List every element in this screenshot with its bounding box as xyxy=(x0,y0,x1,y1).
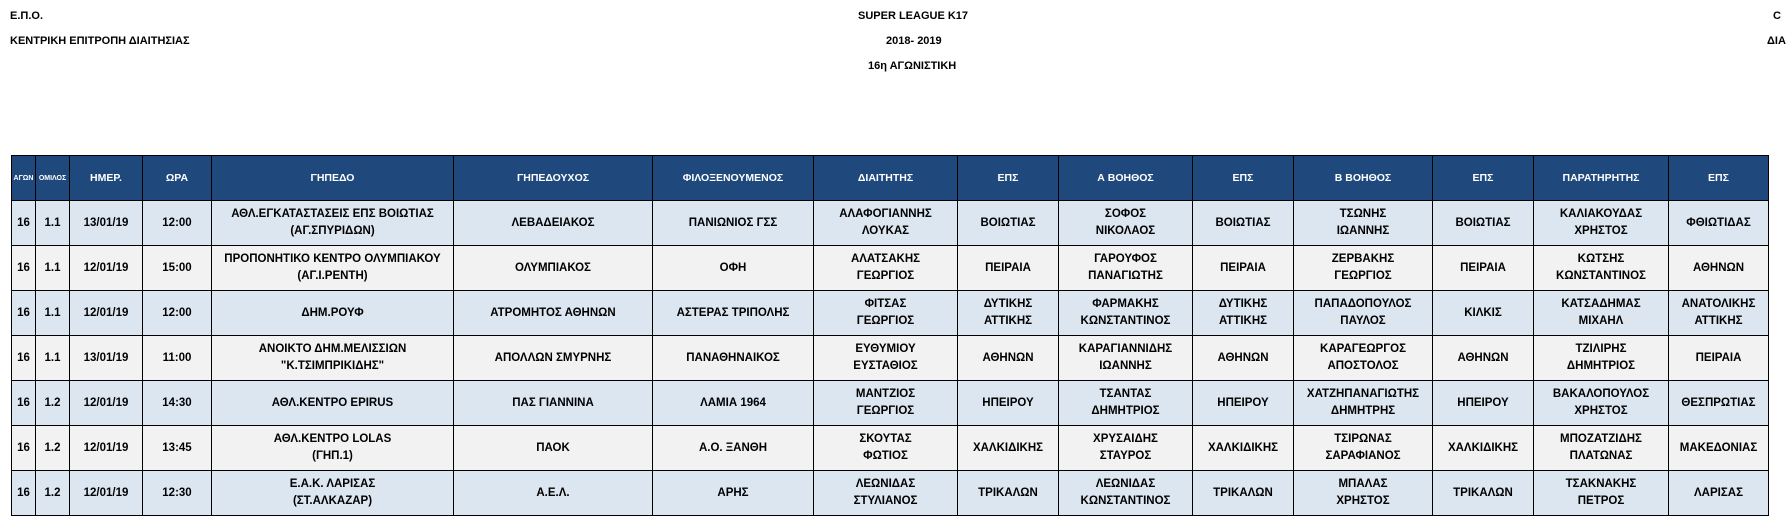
cell-assistant-a-line: ΦΑΡΜΑΚΗΣ xyxy=(1092,298,1159,310)
table-row xyxy=(12,246,1769,291)
cell-observer-line: ΜΠΟΖΑΤΖΙΔΗΣ xyxy=(1560,433,1642,445)
cell-referee-eps-line: ΧΑΛΚΙΔΙΚΗΣ xyxy=(972,441,1044,454)
cell-time: 12:00 xyxy=(143,291,212,336)
cell-venue-line: (ΣΤ.ΑΛΚΑΖΑΡ) xyxy=(292,495,373,507)
cell-assistant-b-line: ΓΕΩΡΓΙΟΣ xyxy=(1334,270,1392,282)
cell-date: 13/01/19 xyxy=(70,336,143,381)
cell-assistant-a-line: ΔΗΜΗΤΡΙΟΣ xyxy=(1091,405,1160,417)
cell-assistant-b-line: ΧΑΤΖΗΠΑΝΑΓΙΩΤΗΣ xyxy=(1306,388,1420,400)
cell-away-team: ΑΣΤΕΡΑΣ ΤΡΙΠΟΛΗΣ xyxy=(653,291,814,336)
cell-referee-eps xyxy=(958,336,1059,381)
col-header-round: ΑΓΩΝ xyxy=(12,156,36,201)
cell-observer xyxy=(1534,381,1669,426)
cell-assistant-a-eps xyxy=(1193,201,1294,246)
league-title: SUPER LEAGUE K17 xyxy=(858,10,969,22)
cell-referee xyxy=(814,336,958,381)
cell-venue xyxy=(212,381,454,426)
cell-observer-eps xyxy=(1669,381,1769,426)
cell-referee-line: ΣΤΥΛΙΑΝΟΣ xyxy=(853,495,918,507)
cell-observer xyxy=(1534,246,1669,291)
cell-assistant-b xyxy=(1294,336,1433,381)
cell-assistant-a-eps-line: ΤΡΙΚΑΛΩΝ xyxy=(1213,486,1273,499)
cell-observer-eps xyxy=(1669,471,1769,516)
cell-venue-line: ΔΗΜ.ΡΟΥΦ xyxy=(301,306,364,319)
cell-assistant-a-eps-line: ΧΑΛΚΙΔΙΚΗΣ xyxy=(1207,441,1279,454)
cell-referee xyxy=(814,426,958,471)
cell-referee-line: ΕΥΣΤΑΘΙΟΣ xyxy=(853,360,918,372)
cell-observer-eps-line: ΑΤΤΙΚΗΣ xyxy=(1694,315,1743,327)
cell-observer-eps xyxy=(1669,336,1769,381)
cell-group: 1.1 xyxy=(36,246,70,291)
cell-assistant-b xyxy=(1294,246,1433,291)
cell-referee-eps xyxy=(958,471,1059,516)
cell-observer-line: ΠΛΑΤΩΝΑΣ xyxy=(1569,450,1633,462)
cell-observer-eps-line: ΑΝΑΤΟΛΙΚΗΣ xyxy=(1681,298,1756,310)
cell-referee-line: ΓΕΩΡΓΙΟΣ xyxy=(856,315,915,327)
cell-away-team: ΛΑΜΙΑ 1964 xyxy=(653,381,814,426)
table-header-row xyxy=(12,156,1769,201)
cell-assistant-b-eps xyxy=(1433,246,1534,291)
cell-date: 12/01/19 xyxy=(70,471,143,516)
cell-venue xyxy=(212,201,454,246)
col-header-assistant-a: Α ΒΟΗΘΟΣ xyxy=(1059,156,1193,201)
cell-observer-line: ΧΡΗΣΤΟΣ xyxy=(1574,405,1628,417)
cell-observer-line: ΔΗΜΗΤΡΙΟΣ xyxy=(1566,360,1636,372)
cell-venue-line: (ΓΗΠ.1) xyxy=(312,450,353,462)
cell-assistant-a-line: ΧΡΥΣΑΙΔΗΣ xyxy=(1093,433,1158,445)
cell-assistant-b-eps-line: ΗΠΕΙΡΟΥ xyxy=(1457,396,1509,409)
cell-observer-line: ΚΩΤΣΗΣ xyxy=(1577,253,1625,265)
cell-venue-line: (ΑΓ.ΣΠΥΡΙΔΩΝ) xyxy=(290,225,375,237)
cell-referee-eps xyxy=(958,246,1059,291)
round-label: 16η ΑΓΩΝΙΣΤΙΚΗ xyxy=(868,60,957,72)
cell-assistant-b-line: ΤΣΙΡΩΝΑΣ xyxy=(1334,433,1392,445)
cell-assistant-b xyxy=(1294,381,1433,426)
cell-venue-line: (ΑΓ.Ι.ΡΕΝΤΗ) xyxy=(297,270,368,282)
cell-assistant-b-line: ΠΑΥΛΟΣ xyxy=(1340,315,1386,327)
cell-referee-line: ΜΑΝΤΖΙΟΣ xyxy=(855,388,916,400)
cell-observer-eps-line: ΜΑΚΕΔΟΝΙΑΣ xyxy=(1679,441,1758,454)
cell-observer xyxy=(1534,291,1669,336)
cell-assistant-b-eps xyxy=(1433,471,1534,516)
cell-assistant-a-eps-line: ΑΤΤΙΚΗΣ xyxy=(1218,315,1268,327)
cell-observer-line: ΧΡΗΣΤΟΣ xyxy=(1574,225,1628,237)
cell-referee-line: ΦΙΤΣΑΣ xyxy=(864,298,907,310)
col-header-group: ΟΜΙΛΟΣ xyxy=(36,156,70,201)
cell-assistant-a-line: ΙΩΑΝΝΗΣ xyxy=(1099,360,1152,372)
cell-assistant-a-eps xyxy=(1193,381,1294,426)
cell-observer-line: ΒΑΚΑΛΟΠΟΥΛΟΣ xyxy=(1552,388,1650,400)
clipped-header-text: ΔΙΑ xyxy=(1767,35,1786,47)
cell-assistant-b-eps-line: ΑΘΗΝΩΝ xyxy=(1457,351,1509,364)
cell-assistant-a xyxy=(1059,381,1193,426)
cell-time: 13:45 xyxy=(143,426,212,471)
cell-referee xyxy=(814,471,958,516)
cell-observer xyxy=(1534,426,1669,471)
table-row xyxy=(12,336,1769,381)
cell-assistant-a-line: ΚΩΝΣΤΑΝΤΙΝΟΣ xyxy=(1080,315,1171,327)
cell-referee-eps xyxy=(958,201,1059,246)
cell-round: 16 xyxy=(12,246,36,291)
table-row xyxy=(12,471,1769,516)
cell-away-team: ΟΦΗ xyxy=(653,246,814,291)
col-header-venue: ΓΗΠΕΔΟ xyxy=(212,156,454,201)
cell-assistant-a xyxy=(1059,336,1193,381)
cell-venue-line: "Κ.ΤΣΙΜΠΡΙΚΙΔΗΣ" xyxy=(280,360,385,372)
cell-home-team: ΛΕΒΑΔΕΙΑΚΟΣ xyxy=(454,201,653,246)
cell-venue-line: Ε.Α.Κ. ΛΑΡΙΣΑΣ xyxy=(289,478,376,490)
cell-assistant-b-line: ΜΠΑΛΑΣ xyxy=(1338,478,1388,490)
cell-round: 16 xyxy=(12,381,36,426)
cell-assistant-a-line: ΠΑΝΑΓΙΩΤΗΣ xyxy=(1088,270,1163,282)
cell-assistant-a-eps-line: ΠΕΙΡΑΙΑ xyxy=(1220,261,1266,274)
cell-referee-line: ΦΩΤΙΟΣ xyxy=(863,450,908,462)
committee-name: ΚΕΝΤΡΙΚΗ ΕΠΙΤΡΟΠΗ ΔΙΑΙΤΗΣΙΑΣ xyxy=(10,35,190,47)
cell-assistant-a xyxy=(1059,426,1193,471)
cell-referee xyxy=(814,381,958,426)
col-header-referee: ΔΙΑΙΤΗΤΗΣ xyxy=(814,156,958,201)
cell-referee xyxy=(814,246,958,291)
cell-referee-eps-line: ΑΤΤΙΚΗΣ xyxy=(983,315,1033,327)
cell-time: 12:00 xyxy=(143,201,212,246)
col-header-referee-eps: ΕΠΣ xyxy=(958,156,1059,201)
org-name: Ε.Π.Ο. xyxy=(10,10,44,22)
cell-group: 1.2 xyxy=(36,381,70,426)
cell-referee xyxy=(814,291,958,336)
col-header-assistant-b-eps: ΕΠΣ xyxy=(1433,156,1534,201)
cell-time: 15:00 xyxy=(143,246,212,291)
cell-referee-line: ΑΛΑΤΣΑΚΗΣ xyxy=(850,253,921,265)
cell-time: 11:00 xyxy=(143,336,212,381)
cell-home-team: ΑΤΡΟΜΗΤΟΣ ΑΘΗΝΩΝ xyxy=(454,291,653,336)
cell-assistant-b-eps-line: ΒΟΙΩΤΙΑΣ xyxy=(1455,216,1511,229)
cell-observer-eps-line: ΛΑΡΙΣΑΣ xyxy=(1694,486,1743,499)
col-header-observer-eps: ΕΠΣ xyxy=(1669,156,1769,201)
cell-away-team: ΠΑΝΙΩΝΙΟΣ ΓΣΣ xyxy=(653,201,814,246)
cell-date: 12/01/19 xyxy=(70,381,143,426)
cell-observer xyxy=(1534,336,1669,381)
cell-assistant-a-line: ΣΟΦΟΣ xyxy=(1104,208,1147,220)
cell-assistant-a xyxy=(1059,201,1193,246)
cell-referee-line: ΣΚΟΥΤΑΣ xyxy=(859,433,912,445)
cell-assistant-b-line: ΠΑΠΑΔΟΠΟΥΛΟΣ xyxy=(1314,298,1412,310)
cell-referee-eps-line: ΒΟΙΩΤΙΑΣ xyxy=(980,216,1036,229)
cell-referee-eps-line: ΗΠΕΙΡΟΥ xyxy=(982,396,1034,409)
cell-referee-line: ΓΕΩΡΓΙΟΣ xyxy=(856,405,915,417)
cell-assistant-a-eps xyxy=(1193,336,1294,381)
cell-assistant-a-eps-line: ΒΟΙΩΤΙΑΣ xyxy=(1215,216,1271,229)
cell-assistant-b xyxy=(1294,471,1433,516)
cell-date: 12/01/19 xyxy=(70,246,143,291)
cell-round: 16 xyxy=(12,426,36,471)
col-header-assistant-b: Β ΒΟΗΘΟΣ xyxy=(1294,156,1433,201)
cell-venue xyxy=(212,291,454,336)
cell-referee-line: ΛΟΥΚΑΣ xyxy=(861,225,910,237)
cell-away-team: Α.Ο. ΞΑΝΘΗ xyxy=(653,426,814,471)
cell-assistant-b-eps-line: ΚΙΛΚΙΣ xyxy=(1464,306,1502,319)
cell-referee-eps xyxy=(958,426,1059,471)
table-row xyxy=(12,291,1769,336)
cell-observer-eps-line: ΠΕΙΡΑΙΑ xyxy=(1695,351,1742,364)
cell-observer-eps-line: ΑΘΗΝΩΝ xyxy=(1692,261,1745,274)
cell-venue xyxy=(212,471,454,516)
cell-assistant-a-line: ΚΩΝΣΤΑΝΤΙΝΟΣ xyxy=(1080,495,1171,507)
cell-date: 12/01/19 xyxy=(70,291,143,336)
cell-assistant-b xyxy=(1294,201,1433,246)
cell-venue-line: ΑΘΛ.ΕΓΚΑΤΑΣΤΑΣΕΙΣ ΕΠΣ ΒΟΙΩΤΙΑΣ xyxy=(231,208,434,220)
table-row xyxy=(12,201,1769,246)
cell-group: 1.2 xyxy=(36,426,70,471)
cell-home-team: ΟΛΥΜΠΙΑΚΟΣ xyxy=(454,246,653,291)
cell-assistant-b-eps-line: ΤΡΙΚΑΛΩΝ xyxy=(1453,486,1513,499)
cell-assistant-a-line: ΚΑΡΑΓΙΑΝΝΙΔΗΣ xyxy=(1078,343,1173,355)
cell-observer xyxy=(1534,471,1669,516)
cell-time: 12:30 xyxy=(143,471,212,516)
cell-assistant-b-line: ΔΗΜΗΤΡΗΣ xyxy=(1330,405,1396,417)
cell-referee-eps xyxy=(958,381,1059,426)
cell-referee-eps xyxy=(958,291,1059,336)
cell-observer-line: ΤΖΙΛΙΡΗΣ xyxy=(1575,343,1627,355)
cell-assistant-a-eps-line: ΔΥΤΙΚΗΣ xyxy=(1218,298,1268,310)
cell-date: 12/01/19 xyxy=(70,426,143,471)
season-label: 2018- 2019 xyxy=(886,35,942,47)
cell-home-team: Α.Ε.Λ. xyxy=(454,471,653,516)
cell-away-team: ΑΡΗΣ xyxy=(653,471,814,516)
table-row xyxy=(12,426,1769,471)
cell-venue xyxy=(212,426,454,471)
cell-assistant-a-eps xyxy=(1193,291,1294,336)
cell-observer-eps xyxy=(1669,246,1769,291)
cell-assistant-b-eps xyxy=(1433,336,1534,381)
cell-referee-eps-line: ΤΡΙΚΑΛΩΝ xyxy=(978,486,1038,499)
cell-venue xyxy=(212,246,454,291)
cell-assistant-b-eps-line: ΧΑΛΚΙΔΙΚΗΣ xyxy=(1447,441,1519,454)
schedule-table xyxy=(11,155,1769,516)
cell-home-team: ΠΑΣ ΓΙΑΝΝΙΝΑ xyxy=(454,381,653,426)
cell-assistant-b-line: ΙΩΑΝΝΗΣ xyxy=(1336,225,1390,237)
cell-assistant-a-line: ΓΑΡΟΥΦΟΣ xyxy=(1094,253,1157,265)
cell-venue xyxy=(212,336,454,381)
cell-assistant-a-eps xyxy=(1193,246,1294,291)
cell-observer-line: ΤΣΑΚΝΑΚΗΣ xyxy=(1565,478,1637,490)
cell-assistant-a xyxy=(1059,246,1193,291)
cell-observer-line: ΚΑΛΙΑΚΟΥΔΑΣ xyxy=(1559,208,1643,220)
cell-observer-eps-line: ΘΕΣΠΡΩΤΙΑΣ xyxy=(1681,396,1756,409)
cell-assistant-a-line: ΝΙΚΟΛΑΟΣ xyxy=(1095,225,1156,237)
cell-referee-eps-line: ΠΕΙΡΑΙΑ xyxy=(985,261,1031,274)
cell-observer-line: ΜΙΧΑΗΛ xyxy=(1578,315,1624,327)
cell-referee-line: ΑΛΑΦΟΓΙΑΝΝΗΣ xyxy=(839,208,932,220)
cell-assistant-b-line: ΚΑΡΑΓΕΩΡΓΟΣ xyxy=(1320,343,1406,355)
cell-venue-line: ΑΘΛ.ΚΕΝΤΡΟ LOLAS xyxy=(273,433,392,445)
col-header-date: ΗΜΕΡ. xyxy=(70,156,143,201)
clipped-header-text: C xyxy=(1773,10,1781,22)
cell-home-team: ΑΠΟΛΛΩΝ ΣΜΥΡΝΗΣ xyxy=(454,336,653,381)
cell-date: 13/01/19 xyxy=(70,201,143,246)
cell-assistant-b-line: ΤΣΩΝΗΣ xyxy=(1339,208,1387,220)
col-header-away: ΦΙΛΟΞΕΝΟΥΜΕΝΟΣ xyxy=(653,156,814,201)
cell-observer-line: ΠΕΤΡΟΣ xyxy=(1577,495,1625,507)
col-header-time: ΩΡΑ xyxy=(143,156,212,201)
col-header-observer: ΠΑΡΑΤΗΡΗΤΗΣ xyxy=(1534,156,1669,201)
cell-assistant-b-line: ΣΑΡΑΦΙΑΝΟΣ xyxy=(1325,450,1401,462)
cell-venue-line: ΑΘΛ.ΚΕΝΤΡΟ EPIRUS xyxy=(271,396,394,409)
cell-assistant-b-line: ΧΡΗΣΤΟΣ xyxy=(1336,495,1390,507)
cell-assistant-a-line: ΛΕΩΝΙΔΑΣ xyxy=(1095,478,1156,490)
cell-assistant-b-eps-line: ΠΕΙΡΑΙΑ xyxy=(1460,261,1506,274)
cell-referee xyxy=(814,201,958,246)
cell-assistant-b-line: ΖΕΡΒΑΚΗΣ xyxy=(1331,253,1395,265)
cell-round: 16 xyxy=(12,201,36,246)
cell-referee-line: ΛΕΩΝΙΔΑΣ xyxy=(855,478,916,490)
cell-observer-line: ΚΩΝΣΤΑΝΤΙΝΟΣ xyxy=(1556,270,1646,282)
cell-observer-eps xyxy=(1669,291,1769,336)
col-header-assistant-a-eps: ΕΠΣ xyxy=(1193,156,1294,201)
cell-assistant-a xyxy=(1059,291,1193,336)
cell-assistant-a-eps-line: ΗΠΕΙΡΟΥ xyxy=(1217,396,1269,409)
cell-round: 16 xyxy=(12,336,36,381)
cell-assistant-a-eps xyxy=(1193,471,1294,516)
cell-referee-eps-line: ΑΘΗΝΩΝ xyxy=(982,351,1034,364)
cell-referee-eps-line: ΔΥΤΙΚΗΣ xyxy=(983,298,1033,310)
table-row xyxy=(12,381,1769,426)
cell-away-team: ΠΑΝΑΘΗΝΑΙΚΟΣ xyxy=(653,336,814,381)
cell-group: 1.1 xyxy=(36,201,70,246)
cell-assistant-a-line: ΤΣΑΝΤΑΣ xyxy=(1099,388,1152,400)
cell-referee-line: ΓΕΩΡΓΙΟΣ xyxy=(856,270,915,282)
cell-home-team: ΠΑΟΚ xyxy=(454,426,653,471)
cell-venue-line: ΠΡΟΠΟΝΗΤΙΚΟ ΚΕΝΤΡΟ ΟΛΥΜΠΙΑΚΟΥ xyxy=(224,253,441,265)
cell-assistant-b-eps xyxy=(1433,201,1534,246)
cell-group: 1.1 xyxy=(36,336,70,381)
cell-observer-eps xyxy=(1669,426,1769,471)
col-header-home: ΓΗΠΕΔΟΥΧΟΣ xyxy=(454,156,653,201)
cell-assistant-b-line: ΑΠΟΣΤΟΛΟΣ xyxy=(1327,360,1399,372)
cell-assistant-b-eps xyxy=(1433,291,1534,336)
cell-assistant-a-eps-line: ΑΘΗΝΩΝ xyxy=(1217,351,1269,364)
cell-assistant-b-eps xyxy=(1433,426,1534,471)
cell-referee-line: ΕΥΘΥΜΙΟΥ xyxy=(855,343,916,355)
cell-assistant-b xyxy=(1294,426,1433,471)
cell-observer-eps-line: ΦΘΙΩΤΙΔΑΣ xyxy=(1686,216,1751,229)
cell-assistant-a-line: ΣΤΑΥΡΟΣ xyxy=(1099,450,1152,462)
cell-assistant-a-eps xyxy=(1193,426,1294,471)
cell-venue-line: ΑΝΟΙΚΤΟ ΔΗΜ.ΜΕΛΙΣΣΙΩΝ xyxy=(258,343,407,355)
cell-assistant-b xyxy=(1294,291,1433,336)
cell-observer xyxy=(1534,201,1669,246)
cell-group: 1.1 xyxy=(36,291,70,336)
cell-assistant-a xyxy=(1059,471,1193,516)
cell-round: 16 xyxy=(12,291,36,336)
cell-observer-line: ΚΑΤΣΑΔΗΜΑΣ xyxy=(1561,298,1641,310)
cell-assistant-b-eps xyxy=(1433,381,1534,426)
cell-round: 16 xyxy=(12,471,36,516)
cell-group: 1.2 xyxy=(36,471,70,516)
cell-time: 14:30 xyxy=(143,381,212,426)
cell-observer-eps xyxy=(1669,201,1769,246)
